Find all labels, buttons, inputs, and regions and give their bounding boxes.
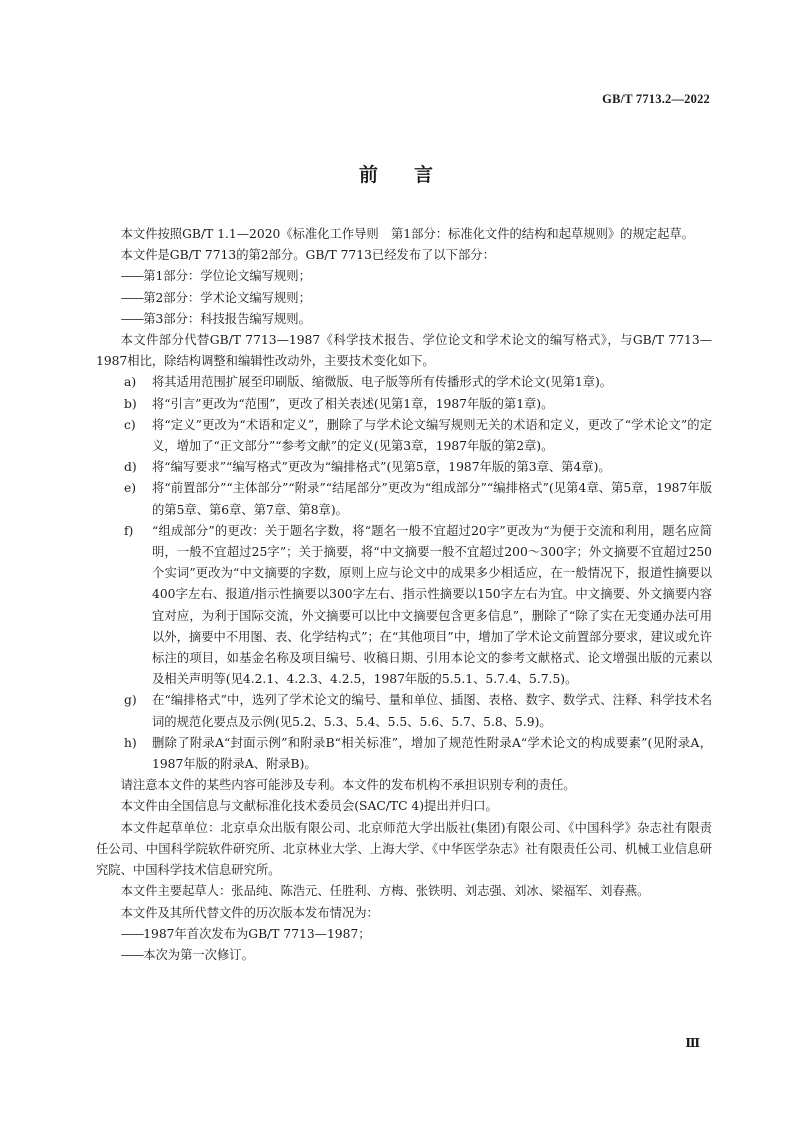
change-item-b <box>96 394 712 415</box>
list-item-label: d) <box>124 460 137 475</box>
paragraph-replacement: 本文件部分代替GB/T 7713—1987《科学技术报告、学位论文和学术论文的编写格式》，与GB/T 7713—1987相比，除结构调整和编辑性改动外，主要技术变化如下。 <box>96 333 712 369</box>
list-item-text: 删除了附录A“封面示例”和附录B“相关标准”，增加了规范性附录A“学术论文的构成要素”(见附录A，1987年版的附录A、附录B)。 <box>152 735 712 772</box>
dash-item-history-current <box>96 945 712 966</box>
change-item-a <box>96 372 712 393</box>
paragraph-drafting-basis: 本文件按照GB/T 1.1—2020《标准化工作导则 第1部分：标准化文件的结构和起草规则》的规定起草。 <box>120 227 694 241</box>
dash-mark: —— <box>120 947 144 962</box>
dash-mark: —— <box>120 311 144 326</box>
dash-mark: —— <box>120 290 144 305</box>
page-title <box>0 160 794 187</box>
dash-item-text: 第2部分：学术论文编写规则； <box>143 290 311 305</box>
change-item-d <box>96 457 712 478</box>
change-item-h <box>96 733 712 775</box>
paragraph-part-overview: 本文件是GB/T 7713的第2部分。GB/T 7713已经发布了以下部分： <box>120 248 495 263</box>
list-item-text: 将“引言”更改为“范围”，更改了相关表述(见第1章，1987年版的第1章)。 <box>152 396 554 411</box>
list-item-label: e) <box>124 481 137 496</box>
dash-item-part2 <box>96 288 712 309</box>
change-item-c <box>96 415 712 457</box>
list-item-text: 将“定义”更改为“术语和定义”，删除了与学术论文编写规则无关的术语和定义，更改了“学术论文”的定义，增加了“正文部分”“参考文献”的定义(见第3章，1987年版的第2章)。 <box>152 417 712 454</box>
list-item-label: h) <box>124 735 137 750</box>
dash-mark: —— <box>120 926 144 941</box>
dash-item-text: 第3部分：科技报告编写规则。 <box>143 311 311 326</box>
title-char-1: 前 <box>358 164 380 186</box>
dash-mark: —— <box>120 269 144 284</box>
list-item-label: c) <box>124 417 136 432</box>
list-item-label: a) <box>124 375 137 390</box>
dash-item-text: 本次为第一次修订。 <box>143 947 254 962</box>
paragraph-drafters: 本文件主要起草人：张品纯、陈浩元、任胜利、方梅、张铁明、刘志强、刘冰、梁福军、刘春燕。 <box>120 884 650 899</box>
dash-item-history-1987 <box>96 924 712 945</box>
dash-item-text: 1987年首次发布为GB/T 7713—1987； <box>143 926 371 941</box>
title-char-2: 言 <box>414 164 436 186</box>
list-item-text: 将其适用范围扩展至印刷版、缩微版、电子版等所有传播形式的学术论文(见第1章)。 <box>152 375 613 390</box>
page-number: Ⅲ <box>685 1036 700 1050</box>
paragraph-patent-notice: 请注意本文件的某些内容可能涉及专利。本文件的发布机构不承担识别专利的责任。 <box>120 778 576 793</box>
standard-code: GB/T 7713.2—2022 <box>602 92 710 106</box>
change-item-f <box>96 521 712 691</box>
dash-item-text: 第1部分：学位论文编写规则； <box>143 269 311 284</box>
dash-item-part3 <box>96 309 712 330</box>
paragraph-history: 本文件及其所代替文件的历次版本发布情况为： <box>120 905 379 920</box>
list-item-text: 将“编写要求”“编写格式”更改为“编排格式”(见第5章，1987年版的第3章、第4章)。 <box>152 460 611 475</box>
foreword-body <box>96 224 712 966</box>
list-item-label: b) <box>124 396 137 411</box>
list-item-label: g) <box>124 693 137 708</box>
list-item-text: “组成部分”的更改：关于题名字数，将“题名一般不宜超过20字”更改为“为便于交流和利用，题名应简明，一般不宜超过25字”；关于摘要，将“中文摘要一般不宜超过200～300字；外文摘要不宜超过250个实词”更改为“中文摘要的字数，原则上应与论文中的成果多少相适应，在一般情况下，报道性摘要以400字左右、报道/指示性摘要以300字左右、指示性摘要以150字左右为宜。中文摘要、外文摘要内容宜对应，为利于国际交流，外文摘要可以比中文摘要包含更多信息”，删除了“除了实在无变通办法可用以外，摘要中不用图、表、化学结构式”；在“其他项目”中，增加了学术论文前置部分要求，建议或允许标注的项目，如基金名称及项目编号、收稿日期、引用本论文的参考文献格式、论文增强出版的元素以及相关声明等(见4.2.1、4.2.3、4.2.5，1987年版的5.5.1、5.7.4、5.7.5)。 <box>152 523 712 687</box>
change-item-g <box>96 690 712 732</box>
change-item-e <box>96 478 712 520</box>
list-item-text: 在“编排格式”中，选列了学术论文的编号、量和单位、插图、表格、数字、数学式、注释、科学技术名词的规范化要点及示例(见5.2、5.3、5.4、5.5、5.6、5.7、5.8、5.9)。 <box>152 693 712 729</box>
list-item-text: 将“前置部分”“主体部分”“附录”“结尾部分”更改为“组成部分”“编排格式”(见第4章、第5章，1987年版的第5章、第6章、第7章、第8章)。 <box>152 481 712 517</box>
paragraph-drafting-units: 本文件起草单位：北京卓众出版有限公司、北京师范大学出版社(集团)有限公司、《中国科学》杂志社有限责任公司、中国科学院软件研究所、北京林业大学、上海大学、《中华医学杂志》社有限责任公司、机械工业信息研究院、中国科学技术信息研究所。 <box>96 820 712 878</box>
dash-item-part1 <box>96 266 712 287</box>
paragraph-proposer: 本文件由全国信息与文献标准化技术委员会(SAC/TC 4)提出并归口。 <box>120 799 498 814</box>
list-item-label: f) <box>124 523 134 538</box>
